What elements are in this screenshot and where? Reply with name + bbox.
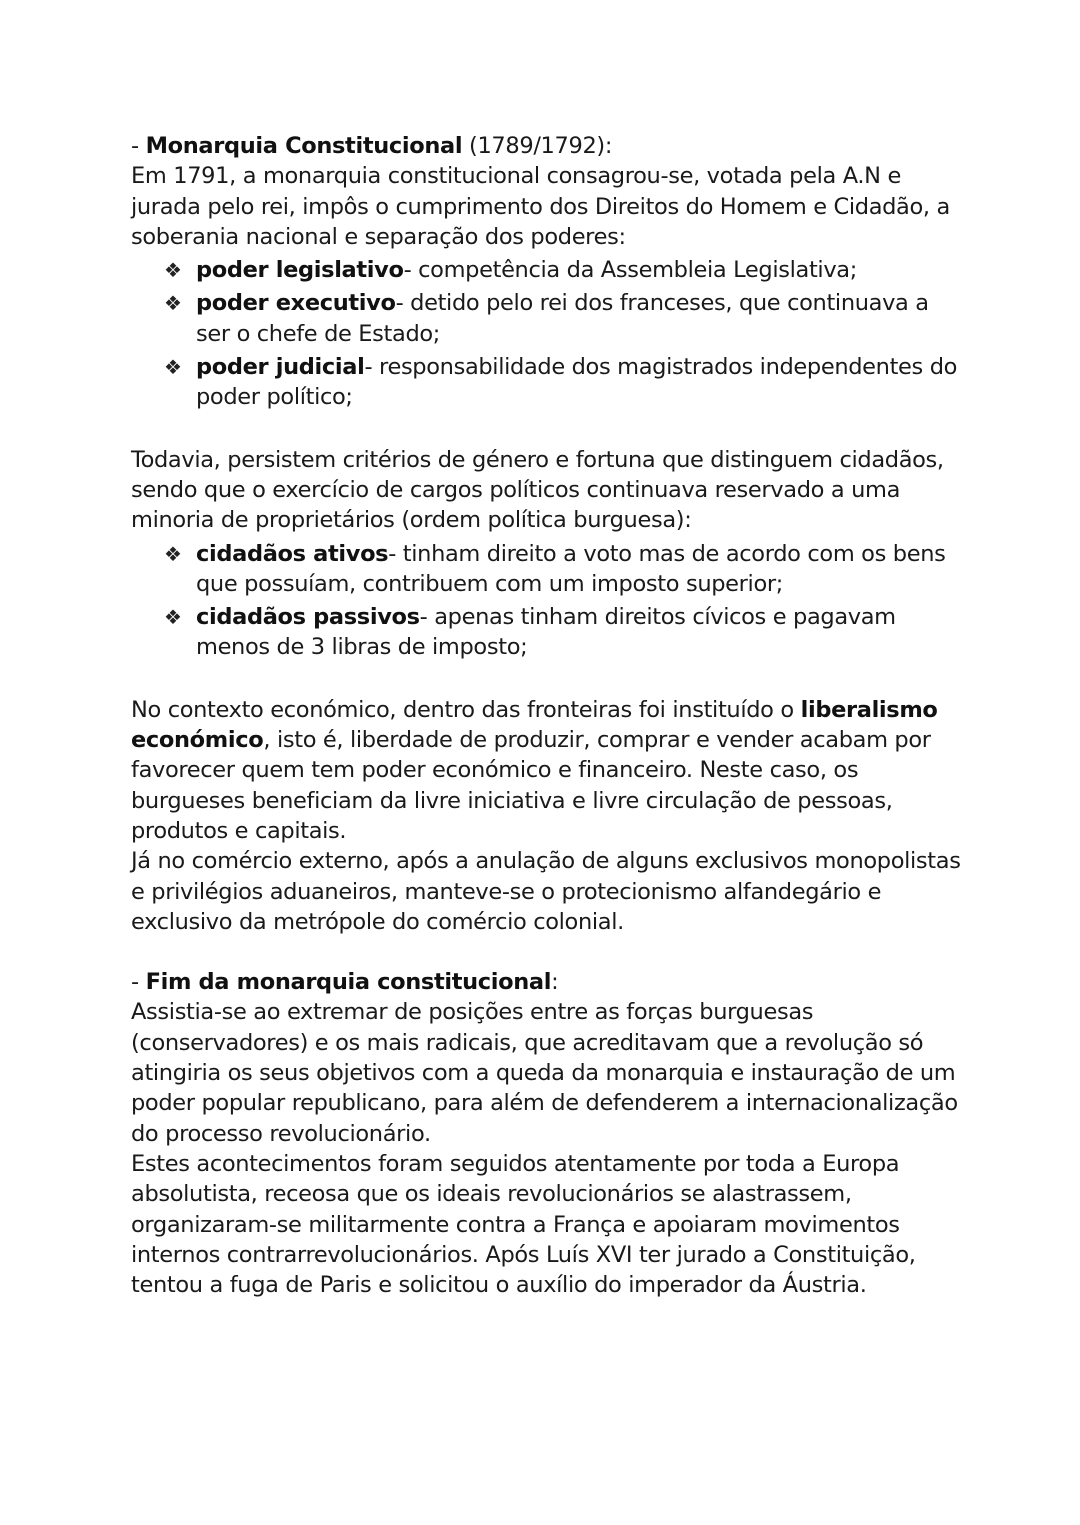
definition: - competência da Assembleia Legislativa; xyxy=(403,257,857,284)
section-heading-fim xyxy=(131,967,961,997)
paragraph-intro: Em 1791, a monarquia constitucional consagrou-se, votada pela A.N e jurada pelo rei, impôs o cumprimento dos Direitos do Homem e Cidadão, a soberania nacional e separação dos poderes: xyxy=(131,163,950,250)
term: cidadãos ativos xyxy=(196,540,389,567)
heading-title: Monarquia Constitucional xyxy=(145,133,463,159)
definition: - apenas tinham direitos cívicos e pagavam menos de 3 libras de imposto; xyxy=(196,604,896,661)
term-liberalismo: liberalismo económico xyxy=(131,696,938,754)
spacer xyxy=(131,665,961,695)
list-item-judicial xyxy=(164,352,961,413)
paragraph-contexto-economico xyxy=(131,695,961,846)
heading-dash: - xyxy=(131,969,146,996)
heading-dates: (1789/1792): xyxy=(462,133,613,159)
heading-colon: : xyxy=(551,969,559,996)
paragraph-europa: Estes acontecimentos foram seguidos atentamente por toda a Europa absolutista, receosa que os ideais revolucionários se alastrassem, organizaram-se militarmente contra a França e apoiaram movimentos internos contrarrevolucionários. Após Luís XVI ter jurado a Constituição, tentou a fuga de Paris e solicitou o auxílio do imperador da Áustria. xyxy=(131,1150,916,1299)
paragraph-extremar: Assistia-se ao extremar de posições entre as forças burguesas (conservadores) e os mais radicais, que acreditavam que a revolução só atingiria os seus objetivos com a queda da monarquia e instauração de um poder popular republicano, para além de defenderem a internacionalização do processo revolucionário. xyxy=(131,999,958,1147)
paragraph-todavia: Todavia, persistem critérios de género e fortuna que distinguem cidadãos, sendo que o exercício de cargos políticos continuava reservado a uma minoria de proprietários (ordem política burguesa): xyxy=(131,446,944,534)
paragraph-comercio-externo: Já no comércio externo, após a anulação de alguns exclusivos monopolistas e privilégios aduaneiros, manteve-se o protecionismo alfandegário e exclusivo da metrópole do comércio colonial. xyxy=(131,848,961,935)
document-body xyxy=(131,131,961,1300)
diamond-bullet-icon: ❖ xyxy=(164,605,182,630)
heading-dash: - xyxy=(131,133,146,159)
list-item-executivo xyxy=(164,288,961,349)
diamond-bullet-icon: ❖ xyxy=(164,258,182,283)
list-item-passivos xyxy=(164,602,961,663)
section-heading-monarquia xyxy=(131,131,961,161)
definition: - responsabilidade dos magistrados independentes do poder político; xyxy=(196,354,958,411)
definition: - tinham direito a voto mas de acordo com os bens que possuíam, contribuem com um imposto superior; xyxy=(196,540,946,597)
term: poder judicial xyxy=(196,354,365,381)
diamond-bullet-icon: ❖ xyxy=(164,541,182,566)
text-run: No contexto económico, dentro das fronteiras foi instituído o xyxy=(131,696,801,723)
spacer xyxy=(131,415,961,445)
diamond-bullet-icon: ❖ xyxy=(164,291,182,316)
term: poder executivo xyxy=(196,290,396,317)
list-item-legislativo xyxy=(164,255,961,285)
list-item-ativos xyxy=(164,539,961,600)
spacer xyxy=(131,937,961,967)
term: poder legislativo xyxy=(196,257,404,284)
definition: - detido pelo rei dos franceses, que continuava a ser o chefe de Estado; xyxy=(196,290,929,347)
citizens-list xyxy=(131,539,961,663)
text-run: , isto é, liberdade de produzir, comprar e vender acabam por favorecer quem tem poder económico e financeiro. Neste caso, os burgueses beneficiam da livre iniciativa e livre circulação de pessoas, produtos e capitais. xyxy=(131,727,931,844)
diamond-bullet-icon: ❖ xyxy=(164,355,182,380)
powers-list xyxy=(131,255,961,412)
term: cidadãos passivos xyxy=(196,604,420,631)
heading-title: Fim da monarquia constitucional xyxy=(145,969,552,996)
